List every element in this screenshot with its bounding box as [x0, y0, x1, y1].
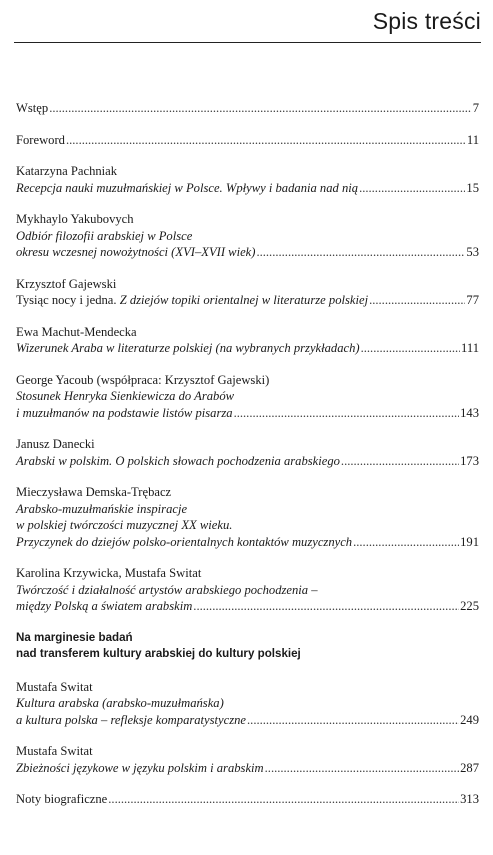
dot-leader: [359, 180, 465, 197]
toc-title: Tysiąc nocy i jedna.: [16, 293, 117, 307]
toc-author: Ewa Machut-Mendecka: [16, 324, 137, 339]
page-number: 15: [466, 180, 479, 195]
toc-line: [16, 598, 479, 615]
dot-leader: [193, 598, 459, 615]
toc-title: Foreword: [16, 132, 65, 147]
toc-entry-gajewski[interactable]: [16, 276, 479, 309]
toc-title: Noty biograficzne: [16, 792, 108, 806]
toc-title: Wizerunek Araba w literaturze polskiej (na wybranych przykładach): [16, 341, 360, 355]
toc-title: Z dziejów topiki orientalnej w literaturze polskiej: [119, 293, 369, 307]
toc-author: Mieczysława Demska-Trębacz: [16, 485, 172, 499]
section-heading-line: Na marginesie badań: [16, 630, 133, 644]
toc-line: [16, 244, 479, 261]
toc-title: między Polską a światem arabskim: [16, 599, 193, 613]
toc-title: Stosunek Henryka Sienkiewicza do Arabów: [16, 389, 235, 403]
toc-entry-foreword[interactable]: [16, 132, 479, 149]
toc-author: Katarzyna Pachniak: [16, 164, 118, 178]
toc-entry-noty[interactable]: [16, 791, 479, 808]
dot-leader: [265, 760, 459, 777]
toc-author: Mykhaylo Yakubovych: [16, 212, 134, 226]
toc-title: Twórczość i działalność artystów arabskiego pochodzenia –: [16, 582, 318, 597]
page-number: 249: [460, 712, 479, 727]
toc-line: [16, 453, 479, 470]
page-number: 53: [466, 245, 479, 259]
dot-leader: [369, 292, 465, 309]
table-of-contents: [16, 100, 479, 823]
page-number: 7: [472, 101, 479, 115]
toc-entry-pachniak[interactable]: [16, 163, 479, 196]
toc-author: Krzysztof Gajewski: [16, 276, 117, 291]
dot-leader: [353, 534, 459, 551]
toc-title: i muzułmanów na podstawie listów pisarza: [16, 405, 233, 420]
toc-title: Zbieżności językowe w języku polskim i arabskim: [16, 760, 264, 775]
dot-leader: [108, 791, 459, 808]
toc-line: [16, 712, 479, 729]
dot-leader: [234, 405, 460, 422]
toc-line: [16, 760, 479, 777]
toc-author: Janusz Danecki: [16, 437, 95, 451]
toc-entry-yacoub[interactable]: [16, 372, 479, 422]
toc-line: [16, 292, 479, 309]
page-number: 225: [460, 599, 479, 613]
toc-entry-switat-jezyk[interactable]: [16, 743, 479, 776]
dot-leader: [49, 100, 472, 117]
page-number: 287: [460, 760, 479, 775]
toc-entry-krzywicka-switat[interactable]: [16, 565, 479, 615]
toc-line: [16, 100, 479, 117]
toc-entry-machut-mendecka[interactable]: [16, 324, 479, 357]
toc-title: Kultura arabska (arabsko-muzułmańska): [16, 696, 224, 710]
toc-title: Wstęp: [16, 101, 49, 115]
toc-entry-wstep[interactable]: [16, 100, 479, 117]
page-number: 11: [466, 132, 479, 147]
toc-title: Arabski w polskim. O polskich słowach pochodzenia arabskiego: [16, 453, 340, 468]
toc-author: George Yacoub (współpraca: Krzysztof Gajewski): [16, 372, 270, 387]
toc-title: Przyczynek do dziejów polsko-orientalnych kontaktów muzycznych: [16, 534, 353, 549]
page-number: 313: [460, 792, 479, 806]
toc-line: [16, 132, 479, 149]
page-title: Spis treści: [372, 8, 481, 34]
toc-line: [16, 405, 479, 422]
toc-line: [16, 791, 479, 808]
toc-author: Mustafa Switat: [16, 744, 93, 758]
toc-author: Karolina Krzywicka, Mustafa Switat: [16, 566, 202, 580]
dot-leader: [361, 340, 460, 357]
toc-title: Arabsko-muzułmańskie inspiracje: [16, 501, 188, 516]
toc-entry-danecki[interactable]: [16, 436, 479, 469]
toc-line: [16, 340, 479, 357]
toc-entry-yakubovych[interactable]: [16, 211, 479, 261]
toc-title: okresu wczesnej nowożytności (XVI–XVII wiek): [16, 245, 256, 259]
dot-leader: [256, 244, 465, 261]
toc-title: Recepcja nauki muzułmańskiej w Polsce. Wpływy i badania nad nią: [16, 180, 359, 195]
dot-leader: [341, 453, 459, 470]
toc-title: a kultura polska – refleksje komparatystyczne: [16, 712, 247, 727]
toc-line: [16, 180, 479, 197]
page-number: 77: [466, 293, 479, 307]
toc-title: Odbiór filozofii arabskiej w Polsce: [16, 228, 193, 243]
toc-entry-switat-kultura[interactable]: [16, 679, 479, 729]
dot-leader: [66, 132, 466, 149]
dot-leader: [247, 712, 459, 729]
toc-author: Mustafa Switat: [16, 679, 93, 694]
toc-line: [16, 534, 479, 551]
toc-entry-demska-trebacz[interactable]: [16, 484, 479, 550]
page-number: 143: [460, 405, 479, 420]
toc-title: w polskiej twórczości muzycznej XX wieku.: [16, 518, 233, 532]
section-heading: [16, 630, 479, 663]
header-rule: [14, 42, 481, 43]
page-number: 111: [461, 341, 479, 355]
section-heading-line: nad transferem kultury arabskiej do kultury polskiej: [16, 647, 301, 660]
page-number: 173: [460, 453, 479, 468]
page-number: 191: [460, 534, 479, 549]
